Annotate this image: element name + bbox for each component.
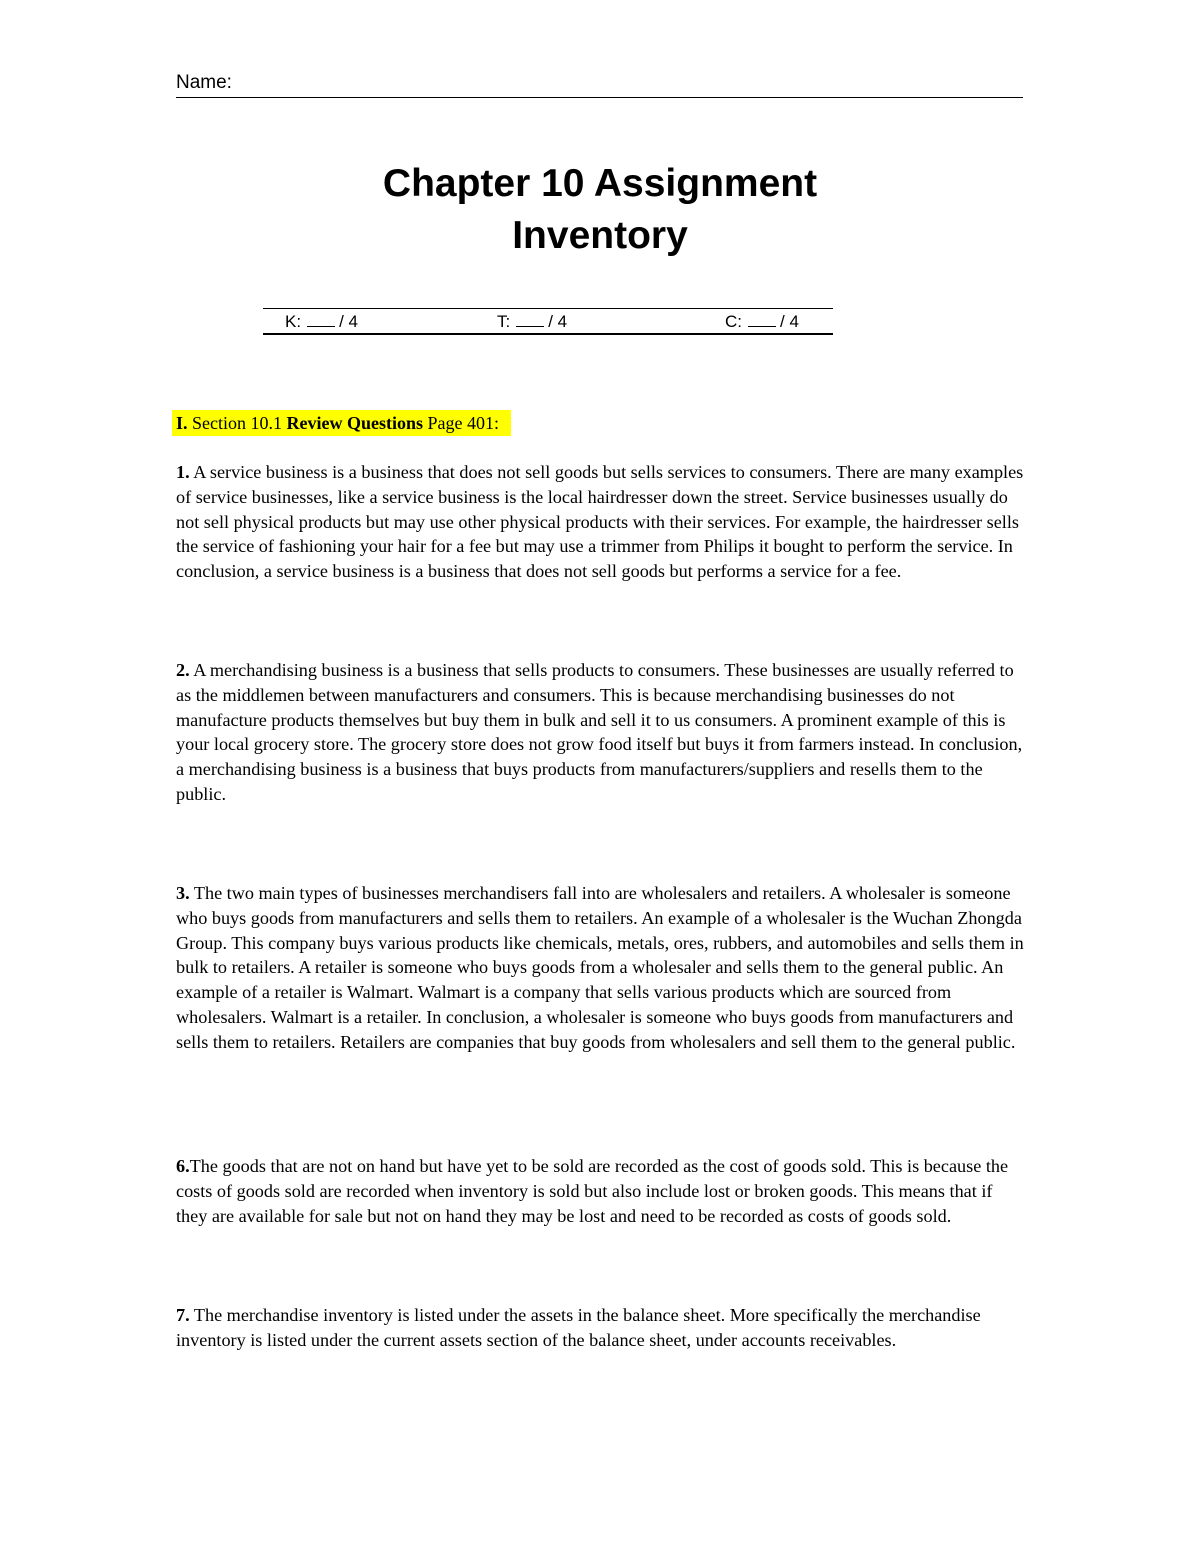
answer-number: 3. [176,883,190,903]
section-heading: I. Section 10.1 Review Questions Page 401: [172,410,511,436]
score-knowledge: K: / 4 [285,312,358,331]
answer-7 [176,1303,1026,1353]
answer-number: 1. [176,462,190,482]
answer-text: The two main types of businesses merchandisers fall into are wholesalers and retailers. A wholesaler is someone who buys goods from manufacturers and sells them to retailers. An example of a wholesaler is the Wuchan Zhongda Group. This company buys various products like chemicals, metals, ores, rubbers, and automobiles and sells them in bulk to retailers. A retailer is someone who buys goods from a wholesaler and sells them to the general public. An example of a retailer is Walmart. Walmart is a company that sells various products which are sourced from wholesalers. Walmart is a retailer. In conclusion, a wholesaler is someone who buys goods from manufacturers and sells them to retailers. Retailers are companies that buy goods from wholesalers and sell them to the general public. [176,883,1024,1052]
score-blank [307,312,335,327]
score-blank [748,312,776,327]
score-communication: C: / 4 [725,312,799,331]
score-table [263,308,833,335]
name-label: Name: [176,72,232,93]
document-title: Chapter 10 Assignment [382,162,818,205]
answer-text: A merchandising business is a business that sells products to consumers. These businesses are usually referred to as the middlemen between manufacturers and consumers. This is because merchandising businesses do not manufacture products themselves but buy them in bulk and sell it to us consumers. A prominent example of this is your local grocery store. The grocery store does not grow food itself but buys it from farmers instead. In conclusion, a merchandising business is a business that buys products from manufacturers/suppliers and resells them to the public. [176,660,1023,804]
answer-3 [176,881,1026,1055]
answer-2 [176,658,1026,807]
answer-number: 6. [176,1156,190,1176]
name-field [176,72,1023,98]
answer-1 [176,460,1026,584]
score-thinking: T: / 4 [497,312,568,331]
answer-number: 7. [176,1305,190,1325]
answer-6 [176,1154,1026,1228]
answer-text: A service business is a business that does not sell goods but sells services to consumers. There are many examples of service businesses, like a service business is the local hairdresser down the street. Service businesses usually do not sell physical products but may use other physical products with their services. For example, the hairdresser sells the service of fashioning your hair for a fee but may use a trimmer from Philips it bought to perform the service. In conclusion, a service business is a business that does not sell goods but performs a service for a fee. [176,462,1024,582]
answer-text: The merchandise inventory is listed under the assets in the balance sheet. More specifically the merchandise inventory is listed under the current assets section of the balance sheet, under accounts receivables. [176,1305,981,1350]
score-blank [516,312,544,327]
answer-text: The goods that are not on hand but have yet to be sold are recorded as the cost of goods sold. This is because the costs of goods sold are recorded when inventory is sold but also include lost or broken goods. This means that if they are available for sale but not on hand they may be lost and need to be recorded as costs of goods sold. [176,1156,1009,1226]
document-subtitle: Inventory [512,214,688,257]
answer-number: 2. [176,660,190,680]
